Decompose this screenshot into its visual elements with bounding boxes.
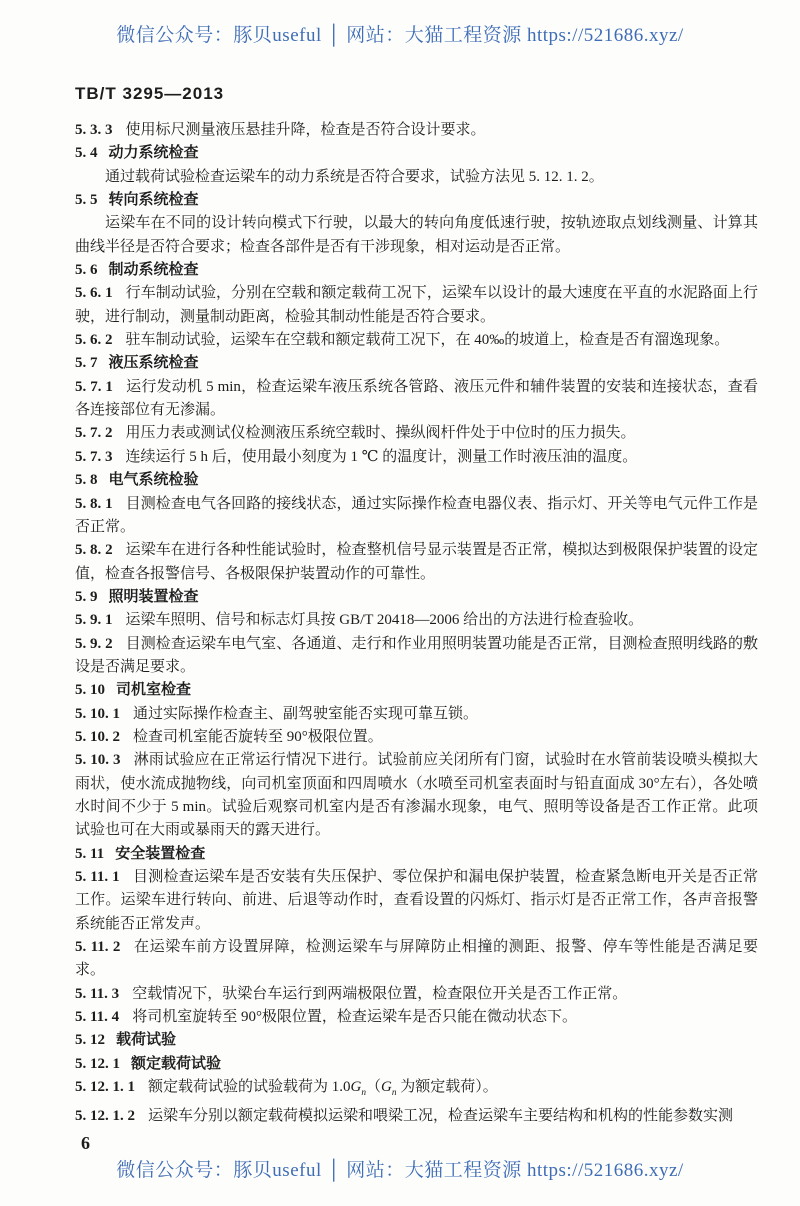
- clause-number: 5. 3. 3: [75, 122, 113, 138]
- text-run: 安全装置检查: [115, 845, 206, 862]
- clause-number: 5. 7. 1: [75, 378, 113, 395]
- section-heading: [75, 586, 758, 609]
- text-run: n: [361, 1088, 367, 1099]
- text-run: 额定载荷试验的试验载荷为 1.0: [148, 1079, 351, 1096]
- clause-number: 5. 7: [75, 355, 98, 372]
- clause-number: 5. 4: [75, 145, 98, 162]
- clause-number: 5. 8. 1: [75, 495, 113, 512]
- clause-number: 5. 8. 2: [75, 542, 113, 559]
- text-run: 为额定载荷）。: [396, 1079, 498, 1096]
- clause-paragraph: [75, 446, 758, 469]
- clause-number: 5. 7. 2: [75, 425, 113, 442]
- text-run: 载荷试验: [116, 1032, 177, 1049]
- text-run: 行车制动试验，分别在空载和额定载荷工况下，运梁车以设计的最大速度在平直的水泥路面上行驶，进行制动，测量制动距离，检验其制动性能是否符合要求。: [75, 285, 759, 325]
- clause-number: 5. 6: [75, 262, 98, 279]
- clause-paragraph: [75, 422, 758, 445]
- clause-paragraph: [75, 609, 758, 632]
- text-run: n: [391, 1088, 397, 1099]
- page-number: 6: [81, 1133, 90, 1153]
- section-heading: [75, 259, 758, 282]
- clause-paragraph: [75, 1076, 758, 1105]
- clause-number: 5. 11: [75, 845, 105, 862]
- text-run: 用压力表或测试仪检测液压系统空载时、操纵阀杆件处于中位时的压力损失。: [125, 425, 636, 442]
- clause-paragraph: [75, 1006, 758, 1029]
- text-run: 额定载荷试验: [131, 1055, 222, 1072]
- text-run: 通过实际操作检查主、副驾驶室能否实现可靠互锁。: [133, 705, 479, 722]
- watermark-top: 微信公众号：豚贝useful │ 网站：大猫工程资源 https://521686.xyz/: [116, 25, 684, 46]
- clause-paragraph: [75, 119, 758, 142]
- clause-paragraph: [75, 329, 758, 352]
- clause-number: 5. 12: [75, 1032, 105, 1049]
- text-run: G: [381, 1079, 392, 1096]
- text-run: 淋雨试验应在正常运行情况下进行。试验前应关闭所有门窗，试验时在水管前装设喷头模拟大雨状，使水流成抛物线，向司机室顶面和四周喷水（水喷至司机室表面时与铅直面成 30°左右），各处喷水时间不少于 5 min。试验后观察司机室内是否有渗漏水现象，电气、照明等设备是否工作正常。此项试验也可在大雨或暴雨天的露天进行。: [75, 752, 758, 839]
- clause-number: 5. 5: [75, 192, 98, 209]
- clause-paragraph: [75, 1105, 758, 1128]
- text-run: 司机室检查: [116, 682, 192, 699]
- section-heading: [75, 469, 758, 492]
- text-run: 运梁车分别以额定载荷模拟运梁和喂梁工况，检查运梁车主要结构和机构的性能参数实测: [148, 1108, 734, 1125]
- watermark-bottom: 微信公众号：豚贝useful │ 网站：大猫工程资源 https://521686.xyz/: [116, 1160, 684, 1181]
- doc-code: TB/T 3295—2013: [75, 84, 225, 103]
- text-run: 将司机室旋转至 90°极限位置，检查运梁车是否只能在微动状态下。: [132, 1009, 577, 1026]
- text-run: 目测检查电气各回路的接线状态，通过实际操作检查电器仪表、指示灯、开关等电气元件工作是否正常。: [75, 495, 759, 535]
- text-run: 电气系统检验: [108, 472, 199, 489]
- body-paragraph: [75, 212, 758, 259]
- text-run: （: [366, 1079, 382, 1096]
- text-run: 目测检查运梁车电气室、各通道、走行和作业用照明装置功能是否正常，目测检查照明线路的敷设是否满足要求。: [75, 635, 759, 675]
- clause-number: 5. 11. 3: [75, 985, 120, 1002]
- text-run: 运行发动机 5 min，检查运梁车液压系统各管路、液压元件和辅件装置的安装和连接状态，查看各连接部位有无渗漏。: [75, 378, 759, 419]
- body-paragraph: [75, 166, 758, 189]
- clause-number: 5. 7. 3: [75, 448, 113, 465]
- clause-paragraph: [75, 493, 758, 540]
- clause-number: 5. 10. 2: [75, 728, 120, 745]
- clause-number: 5. 6. 2: [75, 332, 113, 349]
- clause-number: 5. 10: [75, 682, 105, 699]
- text-run: 在运梁车前方设置屏障，检测运梁车与屏障防止相撞的测距、报警、停车等性能是否满足要求。: [75, 939, 758, 979]
- clause-number: 5. 9. 1: [75, 612, 113, 629]
- clause-number: 5. 12. 1: [75, 1055, 120, 1072]
- section-heading: [75, 1029, 758, 1052]
- section-heading: [75, 352, 758, 375]
- text-run: 转向系统检查: [108, 192, 199, 209]
- clause-number: 5. 10. 3: [75, 752, 121, 769]
- text-run: 制动系统检查: [108, 262, 199, 279]
- text-run: 连续运行 5 h 后，使用最小刻度为 1 ℃ 的温度计，测量工作时液压油的温度。: [125, 448, 638, 465]
- section-heading: [75, 142, 758, 165]
- text-run: 液压系统检查: [108, 355, 199, 372]
- clause-number: 5. 12. 1. 1: [75, 1079, 135, 1096]
- clause-number: 5. 9: [75, 588, 98, 605]
- document-body: [75, 119, 758, 1129]
- section-heading: [75, 679, 758, 702]
- clause-paragraph: [75, 539, 758, 586]
- clause-paragraph: [75, 983, 758, 1006]
- clause-paragraph: [75, 282, 758, 329]
- text-run: 目测检查运梁车是否安装有失压保护、零位保护和漏电保护装置，检查紧急断电开关是否正常工作。运梁车进行转向、前进、后退等动作时，查看设置的闪烁灯、指示灯是否正常工作，各声音报警系统能否正常发声。: [75, 869, 758, 932]
- text-run: 动力系统检查: [108, 145, 199, 162]
- clause-number: 5. 11. 1: [75, 869, 120, 885]
- clause-number: 5. 11. 2: [75, 939, 121, 956]
- clause-paragraph: [75, 633, 758, 680]
- clause-paragraph: [75, 703, 758, 726]
- section-heading: [75, 189, 758, 212]
- text-run: 照明装置检查: [108, 588, 199, 605]
- clause-number: 5. 11. 4: [75, 1009, 120, 1026]
- text-run: 通过载荷试验检查运梁车的动力系统是否符合要求，试验方法见 5. 12. 1. 2。: [105, 168, 604, 185]
- text-run: 运梁车在进行各种性能试验时，检查整机信号显示装置是否正常，模拟达到极限保护装置的设定值，检查各报警信号、各极限保护装置动作的可靠性。: [75, 542, 759, 582]
- clause-paragraph: [75, 726, 758, 749]
- section-heading: [75, 843, 758, 866]
- clause-paragraph: [75, 866, 758, 936]
- text-run: 运梁车在不同的设计转向模式下行驶，以最大的转向角度低速行驶，按轨迹取点划线测量、计算其曲线半径是否符合要求；检查各部件是否有干涉现象，相对运动是否正常。: [75, 215, 758, 255]
- text-run: 空载情况下，驮梁台车运行到两端极限位置，检查限位开关是否工作正常。: [132, 985, 628, 1002]
- text-run: 驻车制动试验，运梁车在空载和额定载荷工况下，在 40‰的坡道上，检查是否有溜逸现象。: [125, 332, 730, 349]
- text-run: 运梁车照明、信号和标志灯具按 GB/T 20418—2006 给出的方法进行检查验收。: [125, 612, 644, 629]
- text-run: G: [350, 1079, 362, 1096]
- section-heading: [75, 1053, 758, 1076]
- clause-number: 5. 10. 1: [75, 705, 120, 722]
- clause-number: 5. 9. 2: [75, 635, 113, 652]
- text-run: 检查司机室能否旋转至 90°极限位置。: [133, 728, 383, 745]
- clause-number: 5. 8: [75, 472, 98, 489]
- clause-number: 5. 6. 1: [75, 285, 113, 302]
- clause-paragraph: [75, 376, 758, 423]
- clause-paragraph: [75, 936, 758, 983]
- clause-number: 5. 12. 1. 2: [75, 1108, 135, 1125]
- text-run: 使用标尺测量液压悬挂升降，检查是否符合设计要求。: [125, 122, 486, 138]
- clause-paragraph: [75, 749, 758, 842]
